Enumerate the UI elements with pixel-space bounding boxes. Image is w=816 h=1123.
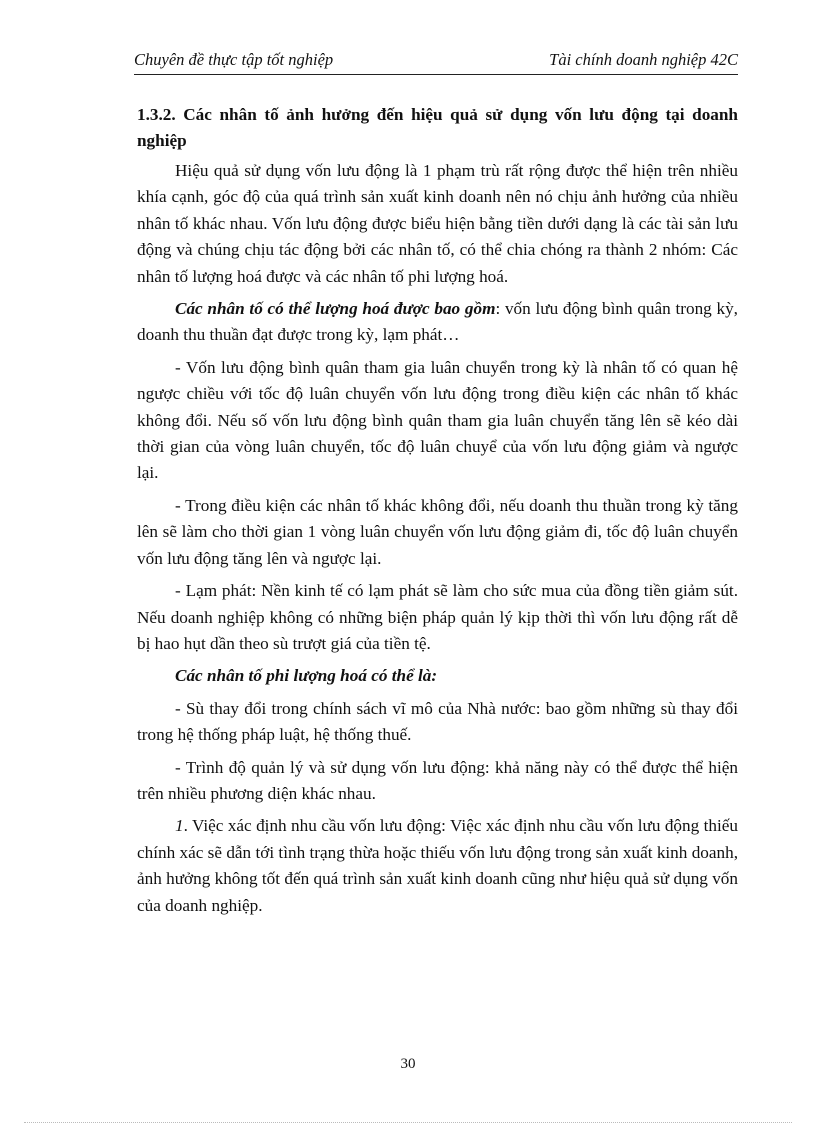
non-quantifiable-item-2: - Trình độ quản lý và sử dụng vốn lưu động: khả năng này có thể được thể hiện trên nhiều phương diện khác nhau.: [137, 757, 738, 803]
page-number: 30: [400, 1056, 416, 1072]
quantifiable-item-1: - Vốn lưu động bình quân tham gia luân chuyển trong kỳ là nhân tố có quan hệ ngược chiều với tốc độ luân chuyển vốn lưu động trong điều kiện các nhân tố khác không đổi. Nếu số vốn lưu động bình quân tham gia luân chuyển tăng lên sẽ kéo dài thời gian của vòng luân chuyển, tốc độ luân chuyể của vốn lưu động giảm và ngược lại.: [137, 357, 738, 483]
quantifiable-item-2: - Trong điều kiện các nhân tố khác không đổi, nếu doanh thu thuần trong kỳ tăng lên sẽ làm cho thời gian 1 vòng luân chuyển vốn lưu động giảm đi, tốc độ luân chuyển vốn lưu động tăng lên và ngược lại.: [137, 495, 738, 568]
numbered-item-number: 1: [175, 816, 184, 836]
intro-paragraph: Hiệu quả sử dụng vốn lưu động là 1 phạm trù rất rộng được thể hiện trên nhiều khía cạnh, góc độ của quá trình sản xuất kinh doanh nên nó chịu ảnh hưởng của nhiều nhân tố khác nhau. Vốn lưu động được biểu hiện bằng tiền dưới dạng là các tài sản lưu động và chúng chịu tác động bởi các nhân tố, có thể chia chóng ra thành 2 nhóm: Các nhân tố lượng hoá được và các nhân tố phi lượng hoá.: [137, 161, 738, 286]
quantifiable-factors-paragraph: [137, 296, 738, 349]
numbered-item-1: [137, 813, 738, 919]
section-heading: 1.3.2. Các nhân tố ảnh hưởng đến hiệu quả sử dụng vốn lưu động tại doanh nghiệp: [137, 105, 738, 150]
page-header: [134, 48, 738, 75]
header-right-title: Tài chính doanh nghiệp 42C: [549, 50, 738, 69]
document-body: [137, 102, 738, 925]
numbered-item-text: . Việc xác định nhu cầu vốn lưu động: Việc xác định nhu cầu vốn lưu động thiếu chính xác sẽ dẫn tới tình trạng thừa hoặc thiếu vốn lưu động trong sản xuất kinh doanh, ảnh hưởng không tốt đến quá trình sản xuất kinh doanh cũng như hiệu quả sử dụng vốn của doanh nghiệp.: [137, 816, 738, 915]
quantifiable-factors-lead: Các nhân tố có thể lượng hoá được bao gồm: [175, 299, 496, 319]
quantifiable-item-3: - Lạm phát: Nền kinh tế có lạm phát sẽ làm cho sức mua của đồng tiền giảm sút. Nếu doanh nghiệp không có những biện pháp quản lý kịp thời thì vốn lưu động rất dễ bị hao hụt dần theo sù trượt giá của tiền tệ.: [137, 581, 738, 653]
non-quantifiable-item-1: - Sù thay đổi trong chính sách vĩ mô của Nhà nước: bao gồm những sù thay đổi trong hệ thống pháp luật, hệ thống thuế.: [137, 698, 738, 745]
non-quantifiable-factors-heading: Các nhân tố phi lượng hoá có thể là:: [175, 666, 438, 686]
quantifiable-factors-rest: : vốn lưu động bình quân trong kỳ, doanh thu thuần đạt được trong kỳ, lạm phát…: [137, 299, 738, 345]
header-left-title: Chuyên đề thực tập tốt nghiệp: [134, 50, 334, 69]
